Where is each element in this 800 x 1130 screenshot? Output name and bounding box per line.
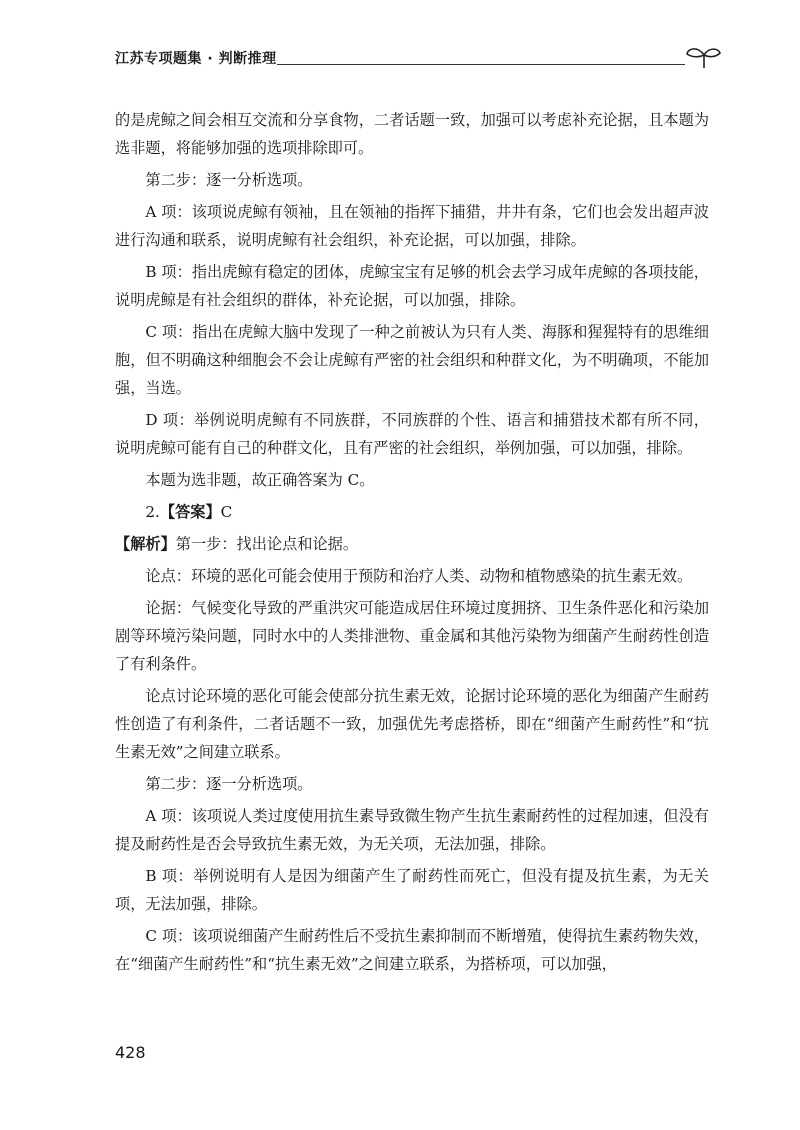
paragraph: 论点讨论环境的恶化可能会使部分抗生素无效，论据讨论环境的恶化为细菌产生耐药性创造了有利条件，二者话题不一致，加强优先考虑搭桥，即在“细菌产生耐药性”和“抗生素无效”之间建立联系。	[115, 687, 709, 761]
answer-line	[115, 498, 709, 526]
paragraph: A 项：该项说人类过度使用抗生素导致微生物产生抗生素耐药性的过程加速，但没有提及耐药性是否会导致抗生素无效，为无关项，无法加强，排除。	[115, 807, 709, 853]
paragraph: D 项：举例说明虎鲸有不同族群，不同族群的个性、语言和捕猎技术都有所不同，说明虎鲸可能有自己的种群文化，且有严密的社会组织，举例加强，可以加强，排除。	[115, 411, 709, 457]
paragraph: 论据：气候变化导致的严重洪灾可能造成居住环境过度拥挤、卫生条件恶化和污染加剧等环境污染问题，同时水中的人类排泄物、重金属和其他污染物为细菌产生耐药性创造了有利条件。	[115, 599, 709, 673]
running-header	[115, 44, 715, 72]
paragraph: C 项：指出在虎鲸大脑中发现了一种之前被认为只有人类、海豚和猩猩特有的思维细胞，但不明确这种细胞会不会让虎鲸有严密的社会组织和种群文化，为不明确项，不能加强，当选。	[115, 323, 709, 397]
paragraph: B 项：指出虎鲸有稳定的团体，虎鲸宝宝有足够的机会去学习成年虎鲸的各项技能，说明虎鲸是有社会组织的群体，补充论据，可以加强，排除。	[115, 263, 709, 309]
paragraph: 第二步：逐一分析选项。	[145, 171, 313, 189]
answer-value: C	[220, 503, 233, 521]
paragraph: B 项：举例说明有人是因为细菌产生了耐药性而死亡，但没有提及抗生素，为无关项，无法加强，排除。	[115, 867, 709, 913]
header-rule	[277, 64, 685, 65]
paragraph: C 项：该项说细菌产生耐药性后不受抗生素抑制而不断增殖，使得抗生素药物失效，在“细菌产生耐药性”和“抗生素无效”之间建立联系，为搭桥项，可以加强，	[115, 927, 709, 973]
header-title: 江苏专项题集 · 判断推理	[115, 51, 277, 67]
analysis-line	[115, 530, 709, 558]
question-number: 2.	[145, 503, 160, 521]
paragraph: 论点：环境的恶化可能会使用于预防和治疗人类、动物和植物感染的抗生素无效。	[145, 567, 693, 585]
paragraph: 第二步：逐一分析选项。	[145, 775, 313, 793]
analysis-text: 第一步：找出论点和论据。	[175, 535, 358, 553]
paragraph: 本题为选非题，故正确答案为 C。	[145, 471, 375, 489]
paragraph: 的是虎鲸之间会相互交流和分享食物，二者话题一致，加强可以考虑补充论据，且本题为选非题，将能够加强的选项排除即可。	[115, 111, 709, 157]
answer-label: 【答案】	[159, 503, 221, 521]
page-number: 428	[115, 1043, 146, 1062]
page-body	[115, 106, 709, 982]
analysis-label: 【解析】	[115, 535, 176, 553]
sprout-icon	[683, 44, 725, 70]
paragraph: A 项：该项说虎鲸有领袖，且在领袖的指挥下捕猎，井井有条，它们也会发出超声波进行沟通和联系，说明虎鲸有社会组织，补充论据，可以加强，排除。	[115, 203, 709, 249]
